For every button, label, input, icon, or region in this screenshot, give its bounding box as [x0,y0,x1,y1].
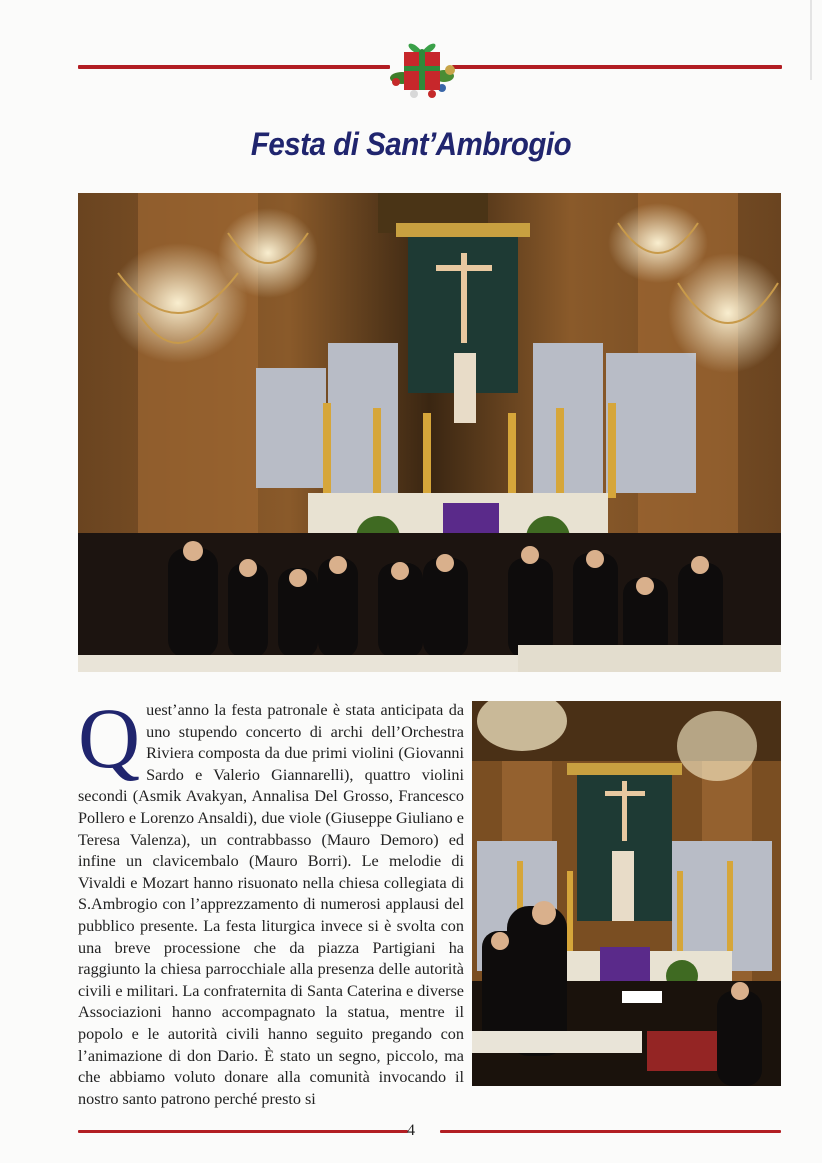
page-number: 4 [407,1122,415,1139]
page-title: Festa di Sant’Ambrogio [250,126,572,162]
page-edge [810,0,812,80]
main-photo [78,193,781,672]
article-paragraph: uest’anno la festa patronale è stata anticipata da uno stupendo concerto di archi dell’Orchestra Riviera composta da due primi violini (Giovanni Sardo e Valerio Giannarelli), quattro violini secondi (Asmik Avakyan, Annalisa Del Grosso, Francesco Pollero e Lorenzo Ansaldi), due viole (Giuseppe Giuliano e Teresa Valenza), un contrabbasso (Mauro Demoro) ed infine un clavicembalo (Mauro Borri). Le melodie di Vivaldi e Mozart hanno risuonato nella chiesa collegiata di S.Ambrogio con l’apprezzamento di numerosi applausi del pubblico presente. La festa liturgica invece si è svolta con una breve processione che da piazza Partigiani ha raggiunto la chiesa parrocchiale alla presenza delle autorità civili e militari. La confraternita di Santa Caterina e diverse Associazioni hanno accompagnato la statua, mentre il popolo e le autorità civili hanno seguito pregando con l’animazione di don Dario. È stato un segno, piccolo, ma che abbiamo voluto donare alla comunità invocando il nostro santo patrono perché presto si [78,701,464,1108]
christmas-gift-icon [384,32,460,100]
drop-cap: Q [78,690,141,786]
secondary-photo [472,701,781,1086]
article-body [78,690,464,1110]
top-rule-left [78,65,390,69]
top-rule-right [452,65,782,69]
